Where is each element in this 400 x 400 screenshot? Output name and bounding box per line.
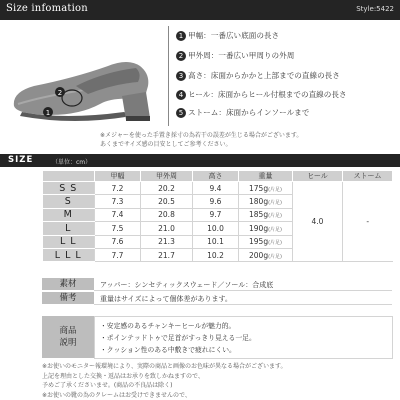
divider: [168, 26, 169, 126]
weight-value: 195g: [249, 237, 269, 247]
material-text: アッパー：シンセティックスウェード／ソール：合成底: [100, 281, 274, 289]
shoe-image: [4, 26, 164, 126]
dimension-label: ストーム：床面からインソールまで: [188, 108, 310, 117]
disclaimer-line: 上記を理由とした交換・返品はお承りを致しかねますので、: [42, 372, 204, 380]
weight-suffix: (片足): [268, 240, 282, 247]
column-header: 高さ: [193, 171, 239, 182]
column-header: 甲幅: [95, 171, 141, 182]
size-cell: L L: [43, 235, 95, 248]
weight-suffix: (片足): [268, 253, 282, 260]
girth-cell: 20.8: [141, 208, 193, 221]
dimension-label: 甲幅：一番広い底面の長さ: [188, 31, 280, 40]
height-cell: 10.1: [193, 235, 239, 248]
height-cell: 10.0: [193, 222, 239, 235]
table-row: [43, 182, 393, 195]
page-title: Size infomation: [6, 3, 88, 14]
size-section-title: SIZE: [8, 155, 34, 165]
feature-item: ・クッション性のある中敷きで疲れにくい。: [100, 346, 236, 354]
storm-cell: -: [343, 182, 393, 262]
care-text: 重量はサイズによって個体差があります。: [100, 295, 232, 303]
number-badge: 4: [176, 90, 186, 100]
weight-suffix: (片足): [268, 186, 282, 193]
dimension-label: 高さ：床面からかかと上部までの直線の長さ: [188, 71, 340, 80]
svg-text:2: 2: [57, 89, 63, 97]
weight-value: 190g: [249, 223, 269, 233]
width-cell: 7.6: [95, 235, 141, 248]
disclaimer-line: 予めご了承くださいませ。(商品の不良品は除く): [42, 382, 173, 390]
weight-value: 200g: [249, 250, 269, 260]
column-header: 重量: [239, 171, 293, 182]
height-cell: 10.2: [193, 248, 239, 261]
girth-cell: 21.0: [141, 222, 193, 235]
dimension-label: ヒール：床面からヒール付根までの直線の長さ: [188, 90, 347, 99]
care-label: 備考: [42, 292, 94, 304]
size-unit: （単位：cm）: [52, 159, 92, 166]
size-cell: M: [43, 208, 95, 221]
features-label-line: 説明: [59, 338, 77, 348]
features-label-line: 商品: [59, 326, 77, 336]
features-label: [42, 316, 94, 358]
girth-cell: 20.2: [141, 182, 193, 195]
column-header: ストーム: [343, 171, 393, 182]
weight-cell: [239, 195, 293, 208]
weight-cell: [239, 208, 293, 221]
column-header: [43, 171, 95, 182]
material-label: 素材: [42, 278, 94, 290]
column-header: ヒール: [293, 171, 343, 182]
weight-value: 180g: [249, 197, 269, 207]
weight-cell: [239, 222, 293, 235]
number-badge: 1: [176, 31, 186, 41]
height-cell: 9.7: [193, 208, 239, 221]
disclaimer-notes: [42, 362, 287, 400]
weight-suffix: (片足): [268, 226, 282, 233]
height-cell: 9.6: [193, 195, 239, 208]
width-cell: 7.2: [95, 182, 141, 195]
size-cell: L L L: [43, 248, 95, 261]
weight-value: 175g: [249, 183, 269, 193]
heel-cell: 4.0: [293, 182, 343, 262]
weight-cell: [239, 248, 293, 261]
shoe-illustration: [14, 62, 150, 121]
girth-cell: 21.3: [141, 235, 193, 248]
style-number: Style:5422: [356, 5, 394, 13]
size-table: [42, 170, 393, 262]
size-cell: L: [43, 222, 95, 235]
width-cell: 7.7: [95, 248, 141, 261]
weight-suffix: (片足): [268, 213, 282, 220]
divider: [94, 304, 392, 305]
weight-cell: [239, 235, 293, 248]
width-cell: 7.3: [95, 195, 141, 208]
number-badge: 5: [176, 108, 186, 118]
note-line: ※メジャーを使った手置き採寸の為若干の誤差が生じる場合がございます。: [100, 132, 303, 139]
width-cell: 7.5: [95, 222, 141, 235]
disclaimer-line: ※お使いの靴の為のクレームはお受けできませんので、: [42, 391, 191, 399]
feature-item: ・安定感のあるチャンキーヒールが魅力的。: [100, 322, 236, 330]
height-cell: 9.4: [193, 182, 239, 195]
disclaimer-line: ※お使いのモニター報環境により、実際の商品と画像のお色味が異なる場合がございます。: [42, 363, 287, 370]
svg-text:1: 1: [45, 109, 51, 117]
dimension-item-girth: [176, 50, 294, 61]
size-cell: S: [43, 195, 95, 208]
girth-cell: 21.7: [141, 248, 193, 261]
number-badge: 3: [176, 71, 186, 81]
note-line: あくまでサイズ感の目安としてご参考ください。: [100, 141, 232, 148]
column-header: 甲外周: [141, 171, 193, 182]
dimension-item-height: [176, 70, 340, 81]
width-cell: 7.4: [95, 208, 141, 221]
dimension-label: 甲外周：一番広い甲周りの外周: [188, 51, 295, 60]
table-header-row: [43, 171, 393, 182]
dimension-item-width: [176, 30, 279, 41]
number-badge: 2: [176, 51, 186, 61]
weight-suffix: (片足): [268, 200, 282, 207]
girth-cell: 20.5: [141, 195, 193, 208]
feature-item: ・ポインテッドトゥで足首がすっきり見える一足。: [100, 334, 256, 342]
size-cell: S S: [43, 182, 95, 195]
divider: [94, 290, 392, 291]
dimension-item-heel: [176, 89, 347, 100]
measurement-note: [100, 131, 302, 149]
dimension-item-storm: [176, 107, 309, 118]
weight-cell: [239, 182, 293, 195]
weight-value: 185g: [249, 210, 269, 220]
